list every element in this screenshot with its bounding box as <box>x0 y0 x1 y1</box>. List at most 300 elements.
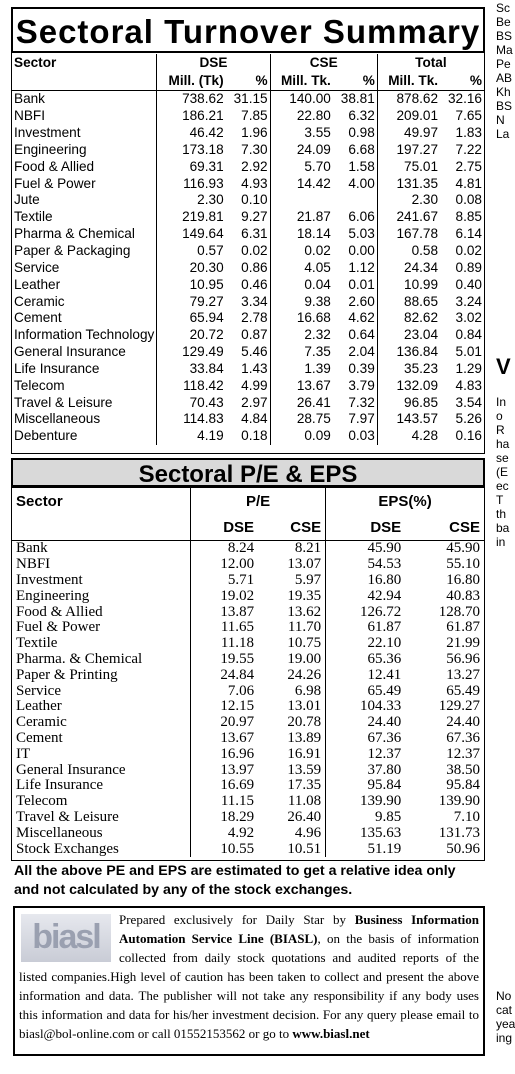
cell-value: 0.01 <box>348 276 375 292</box>
cell-value: 11.08 <box>287 793 322 810</box>
cell-value: 2.30 <box>377 192 440 209</box>
table-row <box>12 731 484 747</box>
cell-value: 54.53 <box>326 557 406 573</box>
cell-value: 5.46 <box>241 344 268 360</box>
sector-name: Information Technology <box>14 327 155 343</box>
cell-value: 12.15 <box>191 699 259 715</box>
sector-name: Ceramic <box>14 293 65 309</box>
cell-value: 8.21 <box>294 540 322 557</box>
cell-value: 0.08 <box>455 192 482 208</box>
cell-value: 38.81 <box>340 91 375 107</box>
cell-value: 0.40 <box>455 276 482 292</box>
sector-name: Service <box>16 682 61 699</box>
cell-value: 28.75 <box>270 411 333 428</box>
cell-value: 132.09 <box>377 377 440 394</box>
sector-name: Cement <box>14 310 62 326</box>
side-fragment: BS <box>496 29 513 43</box>
cell-value: 11.65 <box>191 620 259 636</box>
subheader-mill-tk: Mill. Tk. <box>377 72 440 91</box>
credit-text-2: , on the basis of information collected from daily stock quotations and audited reports of the listed companies.High level of caution has been taken to collect and present the above information and data. The publisher will not take any responsibility if any body uses this information and data for his/her investment decision. For any query please email to biasl@bol-online.com or call 01552153562 or go to <box>19 931 479 1041</box>
cell-value: 7.97 <box>348 411 375 427</box>
cell-value: 10.99 <box>377 276 440 293</box>
sector-name: Cement <box>16 729 63 746</box>
cell-value: 241.67 <box>377 209 440 226</box>
sector-name: Telecom <box>16 793 68 810</box>
cell-value: 135.63 <box>326 825 406 841</box>
cell-value: 7.32 <box>348 394 375 410</box>
side-fragment: Pe <box>496 57 511 71</box>
sector-name: Jute <box>14 192 40 208</box>
cell-value: 51.19 <box>326 841 406 857</box>
sector-name: Paper & Packaging <box>14 243 131 259</box>
sector-name: Telecom <box>14 377 65 393</box>
cell-value: 116.93 <box>157 175 226 192</box>
side-fragment: R <box>496 423 505 437</box>
sector-name: Leather <box>14 276 61 292</box>
cell-value: 40.83 <box>446 587 480 604</box>
cell-value: 67.36 <box>446 729 480 746</box>
cell-value: 3.55 <box>270 125 333 142</box>
cell-value: 13.89 <box>287 729 322 746</box>
cell-value: 104.33 <box>326 699 406 715</box>
cell-value: 136.84 <box>377 344 440 361</box>
sector-name: NBFI <box>14 108 45 124</box>
cell-value: 3.02 <box>455 310 482 326</box>
cell-value: 3.79 <box>348 377 375 393</box>
disclaimer-note: All the above PE and EPS are estimated to get a relative idea only and not calculated by any of the stock exchanges. <box>14 863 456 898</box>
cell-value: 197.27 <box>377 142 440 159</box>
cell-value: 61.87 <box>446 619 480 636</box>
side-fragment: BS <box>496 99 513 113</box>
sector-name: Fuel & Power <box>16 619 101 636</box>
credit-box <box>13 906 485 1056</box>
side-fragment: ing <box>496 1031 513 1045</box>
cell-value: 10.75 <box>287 635 322 652</box>
subheader-mill-tk: Mill. Tk. <box>270 72 333 91</box>
cell-value: 16.96 <box>191 746 259 762</box>
cell-value: 16.91 <box>287 745 322 762</box>
adjacent-column-clipped <box>494 0 515 1074</box>
table-row <box>12 310 484 327</box>
cell-value: 131.73 <box>438 824 480 841</box>
cell-value: 14.42 <box>270 175 333 192</box>
table-row <box>12 209 484 226</box>
cell-value: 31.15 <box>233 91 268 107</box>
turnover-table <box>12 54 484 445</box>
cell-value: 1.39 <box>270 361 333 378</box>
cell-value: 37.80 <box>326 762 406 778</box>
cell-value: 9.27 <box>241 209 268 225</box>
cell-value: 0.98 <box>348 125 375 141</box>
sector-name: Pharma. & Chemical <box>16 650 143 667</box>
cell-value: 79.27 <box>157 293 226 310</box>
table-row <box>12 715 484 731</box>
cell-value: 22.10 <box>326 636 406 652</box>
col-sector-header: Sector <box>14 55 57 70</box>
table-row <box>12 428 484 445</box>
cell-value: 149.64 <box>157 226 226 243</box>
cell-value: 96.85 <box>377 394 440 411</box>
side-fragment: T <box>496 493 504 507</box>
subheader-mill-tk: Mill. (Tk) <box>157 72 226 91</box>
cell-value: 55.10 <box>446 556 480 573</box>
side-fragment: N <box>496 113 505 127</box>
cell-value: 88.65 <box>377 293 440 310</box>
subheader-pct: % <box>469 73 482 88</box>
sector-name: General Insurance <box>16 761 126 778</box>
cell-value: 878.62 <box>377 91 440 108</box>
table-row <box>12 394 484 411</box>
cell-value: 143.57 <box>377 411 440 428</box>
cell-value: 4.19 <box>157 428 226 445</box>
cell-value: 45.90 <box>446 540 480 557</box>
cell-value: 0.16 <box>455 428 482 444</box>
cell-value: 0.02 <box>270 243 333 260</box>
cell-value: 131.35 <box>377 175 440 192</box>
cell-value: 139.90 <box>326 794 406 810</box>
cell-value: 4.93 <box>241 175 268 191</box>
cell-value: 7.06 <box>191 683 259 699</box>
cell-value: 114.83 <box>157 411 226 428</box>
cell-value: 67.36 <box>326 731 406 747</box>
cell-value: 0.04 <box>270 276 333 293</box>
cell-value: 12.37 <box>326 746 406 762</box>
cell-value: 95.84 <box>446 777 480 794</box>
cell-value: 6.31 <box>241 226 268 242</box>
table-row <box>12 276 484 293</box>
cell-value: 1.43 <box>241 360 268 376</box>
cell-value: 2.78 <box>241 310 268 326</box>
sector-name: Stock Exchanges <box>16 840 119 857</box>
col-eps-header: EPS(%) <box>326 488 484 514</box>
cell-value: 32.16 <box>447 91 482 107</box>
sector-name: Textile <box>16 635 58 652</box>
cell-value: 61.87 <box>326 620 406 636</box>
cell-value: 1.58 <box>348 158 375 174</box>
table-row <box>12 794 484 810</box>
cell-value: 13.87 <box>191 604 259 620</box>
table-row <box>12 226 484 243</box>
cell-value: 24.34 <box>377 259 440 276</box>
table-row <box>12 652 484 668</box>
cell-value: 8.85 <box>455 209 482 225</box>
cell-value: 26.41 <box>270 394 333 411</box>
sector-name: Life Insurance <box>16 777 104 794</box>
subheader-pct: % <box>362 73 375 88</box>
cell-value: 5.03 <box>348 226 375 242</box>
cell-value: 12.00 <box>191 557 259 573</box>
table-row <box>12 125 484 142</box>
cell-value: 219.81 <box>157 209 226 226</box>
cell-value: 5.26 <box>455 411 482 427</box>
side-fragment: AB <box>496 71 513 85</box>
sector-name: Debenture <box>14 428 78 444</box>
cell-value: 13.67 <box>191 731 259 747</box>
cell-value: 82.62 <box>377 310 440 327</box>
cell-value: 1.96 <box>241 125 268 141</box>
cell-value: 75.01 <box>377 158 440 175</box>
cell-value: 70.43 <box>157 394 226 411</box>
subheader-cse: CSE <box>449 518 480 536</box>
cell-value: 16.68 <box>270 310 333 327</box>
sector-name: Engineering <box>16 587 90 604</box>
cell-value: 7.30 <box>241 141 268 157</box>
pe-eps-table <box>12 488 484 857</box>
cell-value: 6.14 <box>455 226 482 242</box>
sector-name: Fuel & Power <box>14 175 96 191</box>
cell-value: 3.24 <box>455 293 482 309</box>
side-fragment: V <box>496 354 511 379</box>
cell-value: 13.67 <box>270 377 333 394</box>
cell-value: 1.83 <box>455 125 482 141</box>
cell-value: 0.64 <box>348 327 375 343</box>
cell-value: 13.59 <box>287 761 322 778</box>
cell-value: 118.42 <box>157 377 226 394</box>
cell-value: 7.35 <box>270 344 333 361</box>
side-fragment: ha <box>496 437 510 451</box>
cell-value: 4.96 <box>294 824 322 841</box>
cell-value: 0.89 <box>455 259 482 275</box>
cell-value: 13.01 <box>287 698 322 715</box>
side-fragment: Ma <box>496 43 513 57</box>
cell-value: 0.46 <box>241 276 268 292</box>
table-row <box>12 192 484 209</box>
subheader-cse: CSE <box>290 518 322 536</box>
pe-eps-title: Sectoral P/E & EPS <box>11 458 485 487</box>
table-row <box>12 344 484 361</box>
table-row <box>12 411 484 428</box>
cell-value: 4.83 <box>455 377 482 393</box>
sector-name: Textile <box>14 209 53 225</box>
cell-value: 0.87 <box>241 327 268 343</box>
cell-value: 38.50 <box>446 761 480 778</box>
cell-value: 10.95 <box>157 276 226 293</box>
side-fragment: No <box>496 989 512 1003</box>
cell-value: 0.57 <box>157 243 226 260</box>
cell-value: 42.94 <box>326 588 406 604</box>
cell-value: 209.01 <box>377 108 440 125</box>
side-fragment: ba <box>496 521 510 535</box>
cell-value: 9.38 <box>270 293 333 310</box>
cell-value: 11.15 <box>191 794 259 810</box>
side-fragment: in <box>496 535 506 549</box>
cell-value: 4.84 <box>241 411 268 427</box>
cell-value: 11.18 <box>191 636 259 652</box>
cell-value: 7.65 <box>455 108 482 124</box>
side-fragment: th <box>496 507 507 521</box>
cell-value: 128.70 <box>438 603 480 620</box>
cell-value: 4.05 <box>270 259 333 276</box>
cell-value: 46.42 <box>157 125 226 142</box>
cell-value: 18.29 <box>191 810 259 826</box>
table-row <box>12 778 484 794</box>
table-row <box>12 588 484 604</box>
table-row <box>12 636 484 652</box>
table-row <box>12 573 484 589</box>
credit-text-1: Prepared exclusively for Daily Star by <box>119 912 355 927</box>
col-cse-header: CSE <box>270 54 377 72</box>
table-row <box>12 175 484 192</box>
sector-name: Bank <box>16 540 48 557</box>
cell-value: 18.14 <box>270 226 333 243</box>
cell-value: 19.55 <box>191 652 259 668</box>
cell-value: 2.32 <box>270 327 333 344</box>
cell-value: 173.18 <box>157 142 226 159</box>
cell-value: 24.40 <box>446 714 480 731</box>
cell-value: 8.24 <box>191 541 259 557</box>
table-row <box>12 91 484 108</box>
cell-value: 7.22 <box>455 141 482 157</box>
side-fragment: Kh <box>496 85 511 99</box>
sector-name: Engineering <box>14 141 87 157</box>
cell-value: 26.40 <box>287 808 322 825</box>
cell-value: 6.06 <box>348 209 375 225</box>
cell-value: 10.55 <box>191 841 259 857</box>
sector-name: General Insurance <box>14 344 126 360</box>
cell-value: 65.49 <box>326 683 406 699</box>
cell-value: 186.21 <box>157 108 226 125</box>
cell-value: 20.30 <box>157 259 226 276</box>
cell-value: 19.35 <box>287 587 322 604</box>
cell-value: 5.71 <box>191 573 259 589</box>
cell-value: 24.09 <box>270 142 333 159</box>
cell-value: 1.29 <box>455 360 482 376</box>
cell-value: 16.80 <box>326 573 406 589</box>
cell-value: 13.27 <box>446 666 480 683</box>
cell-value: 2.04 <box>348 344 375 360</box>
sector-name: Travel & Leisure <box>14 394 113 410</box>
table-row <box>12 604 484 620</box>
sector-name: IT <box>16 745 31 762</box>
sector-name: Ceramic <box>16 714 67 731</box>
cell-value: 7.85 <box>241 108 268 124</box>
cell-value: 4.92 <box>191 825 259 841</box>
col-total-header: Total <box>377 54 484 72</box>
cell-value: 24.26 <box>287 666 322 683</box>
cell-value: 20.97 <box>191 715 259 731</box>
table-row <box>12 361 484 378</box>
cell-value: 6.98 <box>294 682 322 699</box>
cell-value: 4.00 <box>348 175 375 191</box>
cell-value: 65.49 <box>446 682 480 699</box>
table-row <box>12 541 484 557</box>
side-fragment: Be <box>496 15 511 29</box>
cell-value: 0.02 <box>455 243 482 259</box>
cell-value: 69.31 <box>157 158 226 175</box>
cell-value: 140.00 <box>270 91 333 108</box>
cell-value: 3.54 <box>455 394 482 410</box>
sector-name: NBFI <box>16 556 51 573</box>
cell-value: 65.94 <box>157 310 226 327</box>
cell-value: 0.58 <box>377 243 440 260</box>
turnover-title: Sectoral Turnover Summary <box>11 7 485 53</box>
cell-value: 6.68 <box>348 141 375 157</box>
table-row <box>12 825 484 841</box>
table-row <box>12 557 484 573</box>
cell-value: 5.70 <box>270 158 333 175</box>
cell-value: 50.96 <box>446 840 480 857</box>
cell-value <box>333 192 377 209</box>
cell-value: 45.90 <box>326 541 406 557</box>
cell-value: 13.07 <box>287 556 322 573</box>
cell-value: 2.60 <box>348 293 375 309</box>
sector-name: Bank <box>14 91 45 107</box>
table-row <box>12 327 484 344</box>
sector-name: Miscellaneous <box>16 824 103 841</box>
cell-value: 0.02 <box>241 243 268 259</box>
side-fragment: Sc <box>496 1 511 15</box>
cell-value: 4.62 <box>348 310 375 326</box>
table-row <box>12 810 484 826</box>
cell-value <box>270 192 333 209</box>
cell-value: 19.00 <box>287 650 322 667</box>
cell-value: 4.99 <box>241 377 268 393</box>
table-row <box>12 243 484 260</box>
cell-value: 0.86 <box>241 259 268 275</box>
cell-value: 10.51 <box>287 840 322 857</box>
cell-value: 129.27 <box>438 698 480 715</box>
page-main <box>8 0 488 1058</box>
side-fragment: (E <box>496 465 508 479</box>
sector-name: Miscellaneous <box>14 411 101 427</box>
table-row <box>12 667 484 683</box>
sector-name: Pharma & Chemical <box>14 226 135 242</box>
cell-value: 4.81 <box>455 175 482 191</box>
table-row <box>12 377 484 394</box>
side-fragment: ec <box>496 479 509 493</box>
credit-org: Business Information Automation Service Line (BIASL) <box>119 912 479 946</box>
table-row <box>12 259 484 276</box>
table-row <box>12 683 484 699</box>
subheader-dse: DSE <box>326 514 406 541</box>
subheader-dse: DSE <box>191 514 259 541</box>
side-fragment: cat <box>496 1003 513 1017</box>
cell-value: 0.84 <box>455 327 482 343</box>
cell-value: 129.49 <box>157 344 226 361</box>
credit-url-link[interactable]: www.biasl.net <box>292 1026 370 1041</box>
cell-value: 2.75 <box>455 158 482 174</box>
sector-name: Life Insurance <box>14 360 100 376</box>
cell-value: 12.37 <box>446 745 480 762</box>
table-row <box>12 142 484 159</box>
cell-value: 19.02 <box>191 588 259 604</box>
cell-value: 24.84 <box>191 667 259 683</box>
side-fragment: yea <box>496 1017 515 1031</box>
cell-value: 5.97 <box>294 571 322 588</box>
cell-value: 167.78 <box>377 226 440 243</box>
cell-value: 65.36 <box>326 652 406 668</box>
cell-value: 139.90 <box>438 793 480 810</box>
table-row <box>12 293 484 310</box>
cell-value: 4.28 <box>377 428 440 445</box>
cell-value: 738.62 <box>157 91 226 108</box>
cell-value: 35.23 <box>377 361 440 378</box>
side-fragment: In <box>496 395 507 409</box>
cell-value: 3.34 <box>241 293 268 309</box>
sector-name: Leather <box>16 698 62 715</box>
cell-value: 24.40 <box>326 715 406 731</box>
cell-value: 13.97 <box>191 762 259 778</box>
cell-value: 6.32 <box>348 108 375 124</box>
sector-name: Paper & Printing <box>16 666 118 683</box>
table-row <box>12 108 484 125</box>
sector-name: Service <box>14 259 60 275</box>
table-row <box>12 762 484 778</box>
cell-value: 20.78 <box>287 714 322 731</box>
cell-value: 0.10 <box>241 192 268 208</box>
sector-name: Food & Allied <box>16 603 103 620</box>
biasl-logo: biasl <box>21 914 111 962</box>
